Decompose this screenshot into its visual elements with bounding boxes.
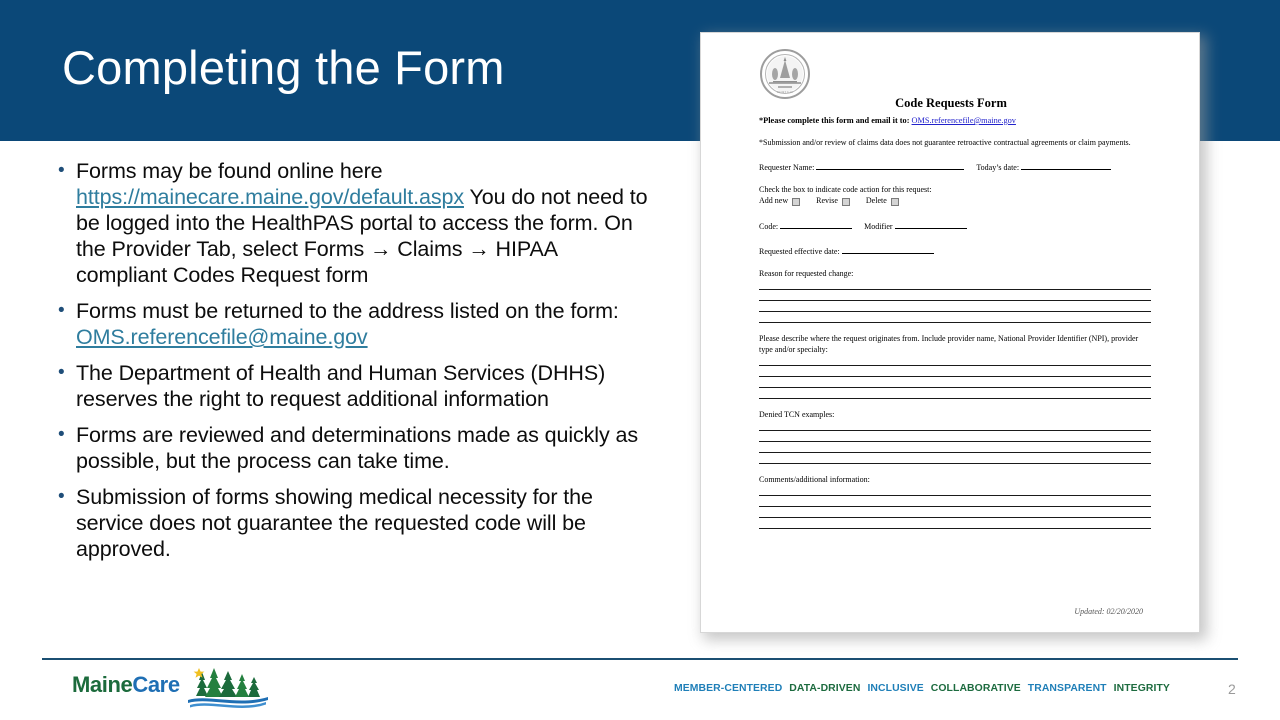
bullet-text: [76, 484, 650, 562]
check-instruction: Check the box to indicate code action for this request:: [759, 185, 932, 195]
write-line: [759, 528, 1151, 529]
bullet-marker: •: [58, 424, 65, 445]
write-line: [759, 430, 1151, 431]
tagline-word: INTEGRITY: [1113, 683, 1170, 694]
bullet-list: [50, 158, 650, 572]
write-line: [759, 322, 1151, 323]
document-effective-date-row: [759, 244, 1151, 257]
requester-name-blank[interactable]: [816, 160, 964, 170]
page-title: Completing the Form: [62, 41, 505, 94]
bullet-text-run: The Department of Health and Human Services (DHHS) reserves the right to request additional information: [76, 361, 606, 411]
tagline-word: DATA-DRIVEN: [789, 683, 861, 694]
bullet-item: [50, 298, 650, 350]
requester-name-label: Requester Name:: [759, 163, 815, 172]
maine-state-seal-icon: [759, 48, 811, 100]
mainecare-logo: [72, 668, 267, 714]
comments-label: Comments/additional information:: [759, 475, 870, 485]
code-requests-form-image: [700, 32, 1200, 633]
bullet-text-run: Forms may be found online here: [76, 159, 383, 183]
write-line: [759, 495, 1151, 496]
document-email-prefix: *Please complete this form and email it to:: [759, 116, 912, 125]
tagline-word: INCLUSIVE: [867, 683, 924, 694]
footer-divider: [42, 658, 1238, 660]
denied-tcn-label: Denied TCN examples:: [759, 409, 835, 419]
bullet-item: [50, 422, 650, 474]
write-line: [759, 376, 1151, 377]
checkbox-add-new[interactable]: [792, 198, 800, 206]
bullet-text-run: Submission of forms showing medical necessity for the service does not guarantee the requested code will be approved.: [76, 485, 593, 561]
bullet-marker: •: [58, 486, 65, 507]
bullet-text-run: Forms must be returned to the address listed on the form:: [76, 299, 619, 323]
code-label: Code:: [759, 221, 779, 231]
effective-date-label: Requested effective date:: [759, 246, 840, 256]
bullet-item: [50, 484, 650, 562]
tagline-word: TRANSPARENT: [1027, 683, 1107, 694]
write-line: [759, 517, 1151, 518]
bullet-link[interactable]: OMS.referencefile@maine.gov: [76, 325, 368, 349]
todays-date-label: Today’s date:: [976, 163, 1020, 172]
write-line: [759, 398, 1151, 399]
document-title: Code Requests Form: [895, 96, 1007, 110]
footer-tagline: [674, 683, 1170, 694]
write-line: [759, 506, 1151, 507]
bullet-marker: •: [58, 362, 65, 383]
effective-date-blank[interactable]: [842, 244, 934, 254]
pine-trees-logo-icon: [182, 666, 272, 712]
write-line: [759, 311, 1151, 312]
write-line: [759, 463, 1151, 464]
origin-label: Please describe where the request originates from. Include provider name, National Provider Identifier (NPI), provider type and/or specialty:: [759, 334, 1139, 354]
document-requester-row: [759, 160, 1151, 173]
logo-text-maine: Maine: [72, 672, 133, 697]
checkbox-label-delete: Delete: [865, 196, 887, 206]
bullet-text-run: Forms are reviewed and determinations made as quickly as possible, but the process can take time.: [76, 423, 639, 473]
document-updated-date: Updated: 02/20/2020: [1074, 607, 1143, 616]
document-email-link[interactable]: OMS.referencefile@maine.gov: [911, 116, 1016, 125]
write-line: [759, 300, 1151, 301]
checkbox-revise[interactable]: [842, 198, 850, 206]
write-line: [759, 289, 1151, 290]
origin-write-lines: [759, 365, 1151, 399]
bullet-text-run: You do not need to be logged into the HealthPAS portal to access the form. On the Provider Tab, select Forms → Claims → HIPAA compliant Codes Request form: [76, 185, 648, 287]
checkbox-label-add-new: Add new: [759, 196, 789, 206]
comments-write-lines: [759, 495, 1151, 529]
denied-tcn-write-lines: [759, 430, 1151, 464]
bullet-text: [76, 298, 650, 350]
modifier-blank[interactable]: [895, 219, 967, 229]
bullet-text: [76, 422, 650, 474]
checkbox-label-revise: Revise: [816, 196, 838, 206]
todays-date-blank[interactable]: [1021, 160, 1111, 170]
document-disclaimer: *Submission and/or review of claims data does not guarantee retroactive contractual agreements or claim payments.: [759, 137, 1131, 147]
document-email-line: [759, 116, 1151, 127]
code-action-checkbox-group: [759, 196, 1151, 206]
bullet-link[interactable]: https://mainecare.maine.gov/default.aspx: [76, 185, 464, 209]
bullet-text: [76, 158, 650, 288]
bullet-text: [76, 360, 650, 412]
write-line: [759, 365, 1151, 366]
write-line: [759, 452, 1151, 453]
reason-write-lines: [759, 289, 1151, 323]
code-blank[interactable]: [780, 219, 852, 229]
document-code-row: [759, 219, 1151, 232]
write-line: [759, 387, 1151, 388]
mainecare-logo-text: [72, 672, 180, 698]
write-line: [759, 441, 1151, 442]
modifier-label: Modifier: [864, 221, 893, 231]
checkbox-delete[interactable]: [891, 198, 899, 206]
reason-label: Reason for requested change:: [759, 269, 854, 279]
bullet-item: [50, 158, 650, 288]
tagline-word: MEMBER-CENTERED: [674, 683, 783, 694]
svg-text:D I R I G O: D I R I G O: [777, 90, 793, 94]
bullet-item: [50, 360, 650, 412]
tagline-word: COLLABORATIVE: [930, 683, 1021, 694]
bullet-marker: •: [58, 300, 65, 321]
bullet-marker: •: [58, 160, 65, 181]
page-number: 2: [1228, 681, 1236, 697]
logo-text-care: Care: [132, 672, 180, 697]
